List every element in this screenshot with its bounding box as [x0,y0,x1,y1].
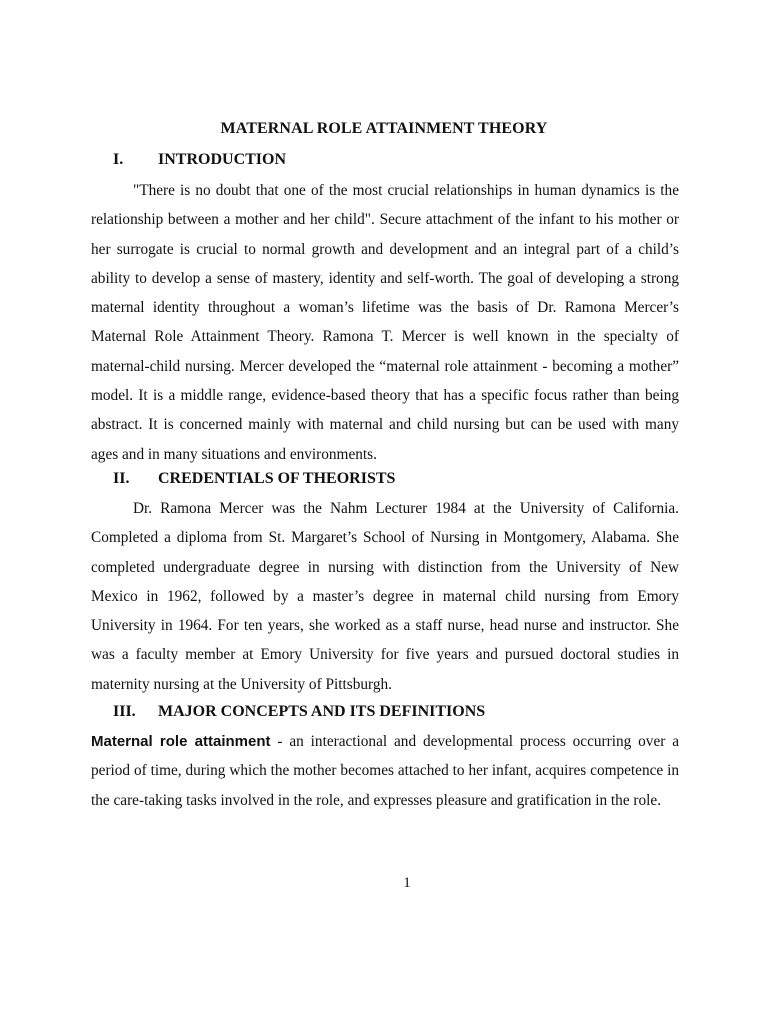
section-title: INTRODUCTION [158,151,287,168]
introduction-text: "There is no doubt that one of the most crucial relationships in human dynamics is the relationship between a mother and her child". Secure attachment of the infant to his mother or her surrogate is crucial to normal growth and development and an integral part of a child’s ability to develop a sense of mastery, identity and self-worth. The goal of developing a strong maternal identity throughout a woman’s lifetime was the basis of Dr. Ramona Mercer’s Maternal Role Attainment Theory. Ramona T. Mercer is well known in the specialty of maternal-child nursing. Mercer developed the “maternal role attainment - becoming a mother” model. It is a middle range, evidence-based theory that has a specific focus rather than being abstract. It is concerned mainly with maternal and child nursing but can be used with many ages and in many situations and environments. [91,182,679,463]
section-title: MAJOR CONCEPTS AND ITS DEFINITIONS [158,703,486,720]
introduction-paragraph [91,176,679,469]
concepts-paragraph [91,727,679,815]
section-heading-major-concepts [113,703,485,721]
section-title: CREDENTIALS OF THEORISTS [158,470,396,487]
section-heading-introduction [113,151,286,169]
concept-term: Maternal role attainment [91,733,271,750]
document-title: MATERNAL ROLE ATTAINMENT THEORY [220,120,548,137]
section-number: III. [113,703,136,720]
credentials-paragraph [91,494,679,699]
section-heading-credentials [113,470,395,488]
page-number: 1 [403,875,411,891]
section-number: I. [113,151,124,168]
credentials-text: Dr. Ramona Mercer was the Nahm Lecturer 1984 at the University of California. Completed a diploma from St. Margaret’s School of Nursing in Montgomery, Alabama. She completed undergraduate degree in nursing with distinction from the University of New Mexico in 1962, followed by a master’s degree in maternal child nursing from Emory University in 1964. For ten years, she worked as a staff nurse, head nurse and instructor. She was a faculty member at Emory University for five years and pursued doctoral studies in maternity nursing at the University of Pittsburgh. [91,500,679,693]
section-number: II. [113,470,130,487]
concept-definition: - an interactional and developmental process occurring over a period of time, during which the mother becomes attached to her infant, acquires competence in the care-taking tasks involved in the role, and expresses pleasure and gratification in the role. [91,733,679,809]
